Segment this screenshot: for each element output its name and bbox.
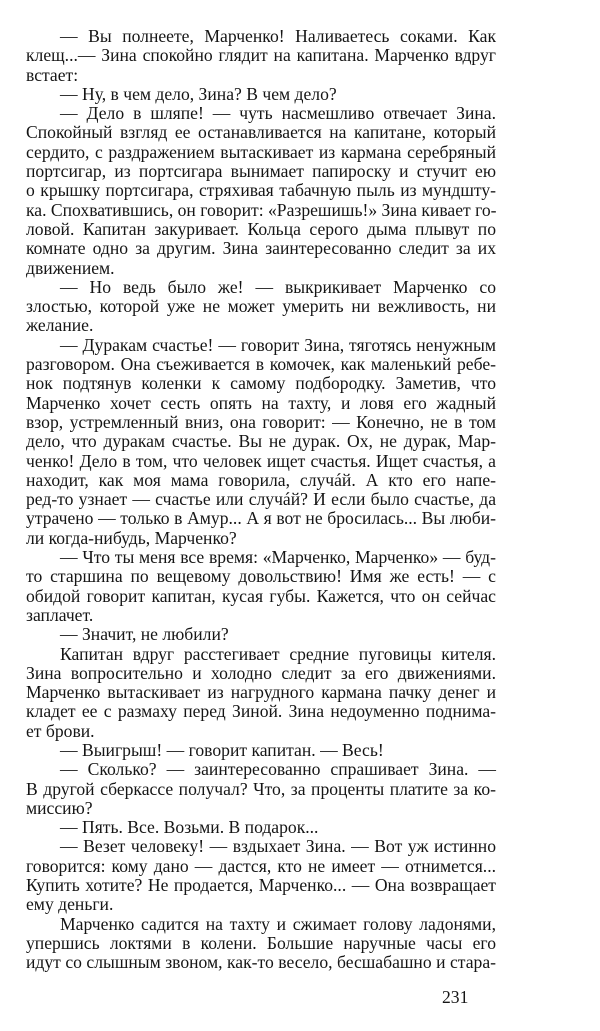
text-line: кладет ее с размаху перед Зиной. Зина недоуменно поднима-: [26, 701, 496, 722]
text-line: взор, устремленный вниз, она говорит: — Конечно, не в том: [26, 411, 496, 432]
text-line: Марченко вытаскивает из нагрудного кармана пачку денег и: [26, 682, 496, 703]
text-line: ловой. Капитан закуривает. Кольца серого дыма плывут по: [26, 218, 496, 239]
text-line: — Пять. Все. Возьми. В подарок...: [60, 817, 319, 838]
text-line: движением.: [26, 257, 115, 278]
paragraph: [26, 104, 496, 278]
text-line: ему деньги.: [26, 894, 114, 915]
text-line: — Дуракам счастье! — говорит Зина, тяготясь ненужным: [60, 334, 496, 355]
paragraph: [26, 85, 496, 104]
text-line: — Дело в шляпе! — чуть насмешливо отвечает Зина.: [60, 103, 496, 124]
text-line: ченко! Дело в том, что человек ищет счастья. Ищет счастья, а: [26, 450, 496, 471]
paragraph: [26, 625, 496, 644]
text-line: В другой сберкассе получал? Что, за проценты платите за ко-: [26, 778, 496, 799]
text-line: Марченко садится на тахту и сжимает голову ладонями,: [60, 913, 496, 934]
text-line: — Ну, в чем дело, Зина? В чем дело?: [60, 83, 337, 104]
text-line: — Сколько? — заинтересованно спрашивает Зина. —: [60, 759, 496, 780]
paragraph: [26, 837, 496, 914]
text-line: Капитан вдруг расстегивает средние пуговицы кителя.: [60, 643, 496, 664]
text-line: разговором. Она съеживается в комочек, как маленький ребе-: [26, 354, 496, 375]
text-line: — Но ведь было же! — выкрикивает Марченко со: [60, 276, 496, 297]
paragraph: [26, 741, 496, 760]
text-line: находит, как моя мама говорила, случáй. А кто его напе-: [26, 469, 496, 490]
text-line: утрачено — только в Амур... А я вот не бросилась... Вы люби-: [26, 508, 496, 529]
text-line: о крышку портсигара, стряхивая табачную пыль из мундшту-: [26, 180, 496, 201]
text-line: — Везет человеку! — вздыхает Зина. — Вот уж истинно: [60, 836, 496, 857]
paragraph: [26, 818, 496, 837]
text-line: Зина вопросительно и холодно следит за его движениями.: [26, 662, 496, 683]
text-line: ли когда-нибудь, Марченко?: [26, 527, 237, 548]
text-line: миссию?: [26, 797, 93, 818]
text-line: ет брови.: [26, 720, 95, 741]
text-line: — Вы полнеете, Марченко! Наливаетесь соками. Как: [60, 26, 496, 46]
text-line: — Значит, не любили?: [60, 624, 229, 645]
text-line: заплачет.: [26, 604, 94, 625]
paragraph: [26, 27, 496, 85]
text-line: ред-то узнает — счастье или случáй? И если было счастье, да: [26, 489, 496, 510]
text-line: — Что ты меня все время: «Марченко, Марченко» — буд-: [60, 547, 496, 568]
text-line: клещ...— Зина спокойно глядит на капитана. Марченко вдруг: [26, 45, 496, 66]
text-line: то старшина по вещевому довольствию! Имя же есть! — с: [26, 566, 496, 587]
book-page-text: [26, 27, 496, 973]
text-line: встает:: [26, 64, 79, 85]
text-line: дело, что дуракам счастье. Вы не дурак. Ох, не дурак, Мар-: [26, 431, 496, 452]
paragraph: [26, 645, 496, 741]
text-line: говорится: кому дано — дастся, кто не имеет — отнимется...: [26, 855, 496, 876]
text-line: сердито, с раздражением вытаскивает из кармана серебряный: [26, 141, 496, 162]
text-line: Купить хотите? Не продается, Марченко... — Она возвращает: [26, 875, 496, 896]
paragraph: [26, 548, 496, 625]
text-line: Спокойный взгляд ее останавливается на капитане, который: [26, 122, 496, 143]
text-line: желание.: [26, 315, 94, 336]
text-line: идут со слышным звоном, как-то весело, бесшабашно и стара-: [26, 952, 496, 973]
text-line: Марченко хочет сесть опять на тахту, и ловя его жадный: [26, 392, 496, 413]
text-line: ка. Спохватившись, он говорит: «Разрешишь!» Зина кивает го-: [26, 199, 497, 220]
text-line: обидой говорит капитан, кусая губы. Кажется, что он сейчас: [26, 585, 496, 606]
page-number: 231: [442, 987, 469, 1007]
text-line: — Выигрыш! — говорит капитан. — Весь!: [60, 739, 384, 760]
paragraph: [26, 915, 496, 973]
paragraph: [26, 278, 496, 336]
paragraph: [26, 760, 496, 818]
text-line: комнате одно за другим. Зина заинтересованно следит за их: [26, 238, 496, 259]
text-line: нок подтянув коленки к самому подбородку. Заметив, что: [26, 373, 496, 394]
text-line: злостью, которой уже не может умерить ни вежливость, ни: [26, 296, 496, 317]
text-line: упершись локтями в колени. Большие наручные часы его: [26, 932, 496, 953]
text-line: портсигар, из портсигара вынимает папироску и стучит ею: [26, 161, 496, 182]
paragraph: [26, 336, 496, 548]
